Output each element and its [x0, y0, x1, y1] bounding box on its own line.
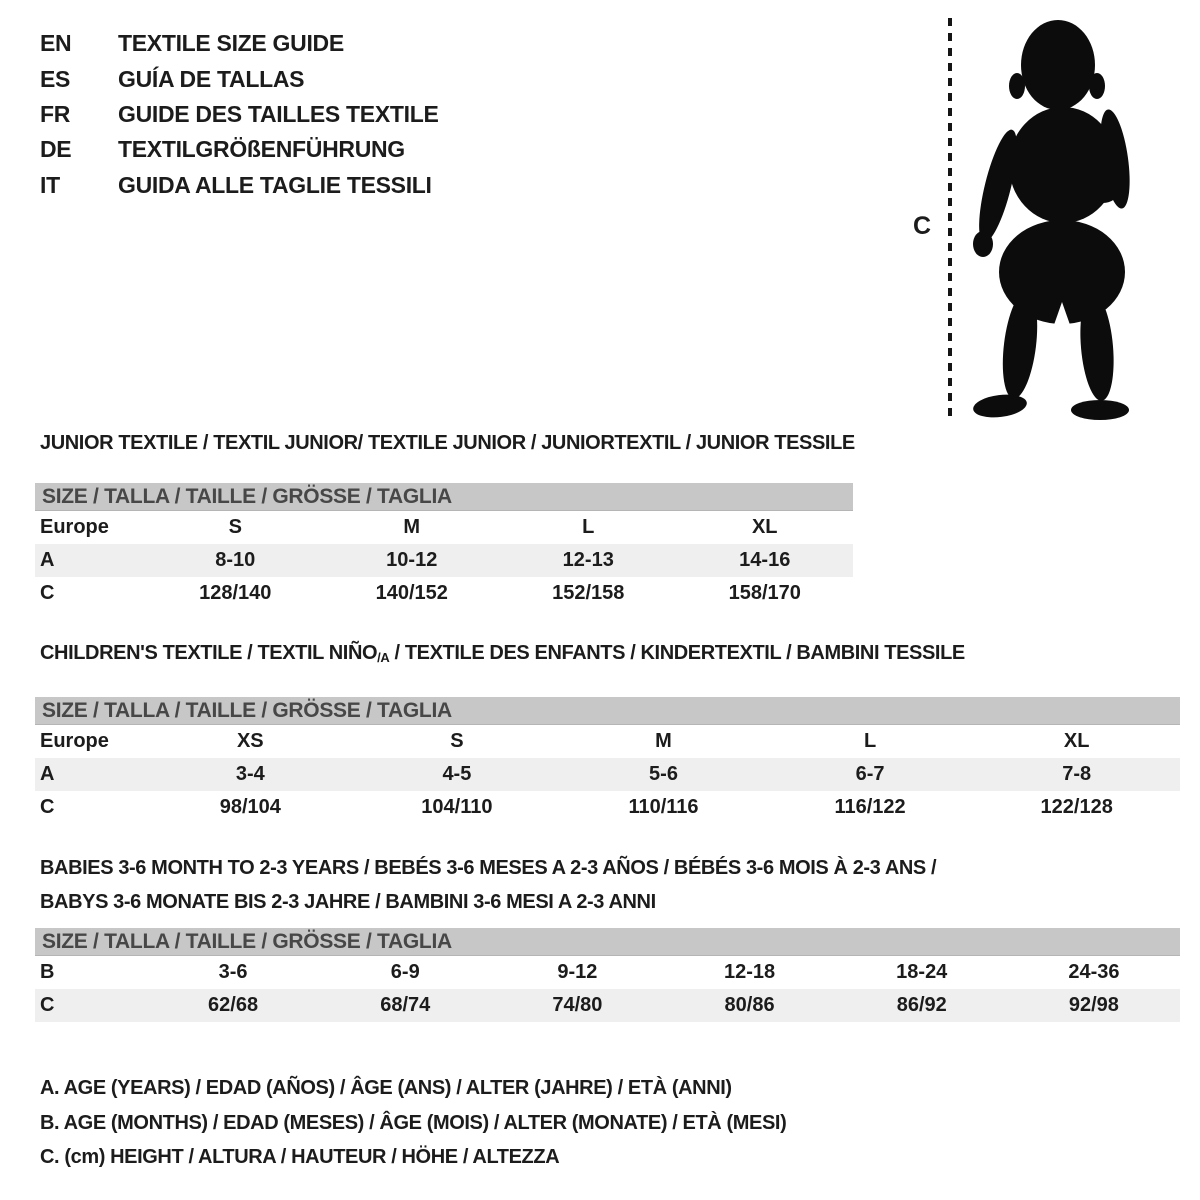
table-cell: 74/80	[552, 994, 603, 1016]
table-cell: 122/128	[1040, 796, 1113, 818]
legend-line-b: B. AGE (MONTHS) / EDAD (MESES) / ÂGE (MOIS) / ALTER (MONATE) / ETÀ (MESI)	[40, 1111, 787, 1134]
table-cell: 92/98	[1068, 994, 1119, 1016]
column-header: XL	[751, 516, 778, 538]
legend-line-c: C. (cm) HEIGHT / ALTURA / HAUTEUR / HÖHE / ALTEZZA	[40, 1146, 560, 1168]
title-rest: / TEXTILE DES ENFANTS / KINDERTEXTIL / BAMBINI TESSILE	[389, 642, 965, 664]
row-label: Europe	[40, 730, 109, 752]
title-main: CHILDREN'S TEXTILE / TEXTIL NIÑO	[40, 642, 378, 664]
measurement-legend	[40, 1071, 786, 1175]
children-row-age	[35, 758, 1180, 791]
page-title-es: GUÍA DE TALLAS	[118, 65, 305, 92]
height-measure-dashed-line	[948, 18, 952, 416]
babies-section-title-line2: BABYS 3-6 MONATE BIS 2-3 JAHRE / BAMBINI 3-6 MESI A 2-3 ANNI	[40, 891, 656, 913]
table-cell: 14-16	[739, 549, 791, 571]
junior-row-europe	[35, 511, 853, 544]
children-row-height	[35, 791, 1180, 824]
babies-row-months	[35, 956, 1180, 989]
height-measure-label: C	[913, 212, 932, 240]
table-cell: 62/68	[208, 994, 259, 1016]
language-row	[40, 168, 439, 203]
row-label: C	[40, 582, 55, 604]
children-section-title	[35, 642, 1180, 669]
column-header: L	[863, 730, 877, 752]
language-code: DE	[40, 136, 72, 163]
table-cell: 128/140	[199, 582, 272, 604]
table-cell: 158/170	[728, 582, 801, 604]
language-row	[40, 132, 439, 167]
table-cell: 116/122	[834, 796, 906, 818]
table-cell: 4-5	[442, 763, 472, 785]
page-title-it: GUIDA ALLE TAGLIE TESSILI	[118, 171, 432, 198]
title-subscript: /A	[377, 650, 390, 665]
page-title-fr: GUIDE DES TAILLES TEXTILE	[118, 100, 439, 127]
table-cell: 6-7	[855, 763, 885, 785]
junior-row-height	[35, 577, 853, 610]
table-cell: 8-10	[215, 549, 256, 571]
table-cell: 152/158	[552, 582, 625, 604]
row-label: Europe	[40, 516, 109, 538]
table-cell: 3-6	[218, 961, 248, 983]
junior-size-header-bar: SIZE / TALLA / TAILLE / GRÖSSE / TAGLIA	[35, 483, 853, 511]
table-cell: 7-8	[1062, 763, 1092, 785]
junior-textile-section	[35, 432, 853, 610]
table-cell: 6-9	[390, 961, 420, 983]
table-cell: 12-18	[724, 961, 776, 983]
table-cell: 104/110	[421, 796, 493, 818]
language-code: FR	[40, 100, 71, 127]
table-cell: 24-36	[1068, 961, 1120, 983]
children-row-europe	[35, 725, 1180, 758]
language-row	[40, 97, 439, 132]
row-label: C	[40, 796, 55, 818]
column-header: S	[228, 516, 242, 538]
language-row	[40, 26, 439, 61]
table-cell: 18-24	[896, 961, 948, 983]
language-row	[40, 61, 439, 96]
babies-textile-section	[35, 851, 1180, 1022]
junior-row-age	[35, 544, 853, 577]
babies-size-header-bar: SIZE / TALLA / TAILLE / GRÖSSE / TAGLIA	[35, 928, 1180, 956]
row-label: C	[40, 994, 55, 1016]
language-code: EN	[40, 30, 72, 57]
table-cell: 12-13	[562, 549, 614, 571]
table-cell: 5-6	[649, 763, 678, 785]
language-code: ES	[40, 65, 71, 92]
column-header: S	[450, 730, 464, 752]
babies-row-height	[35, 989, 1180, 1022]
table-cell: 3-4	[235, 763, 265, 785]
table-cell: 68/74	[380, 994, 431, 1016]
page-title: TEXTILE SIZE GUIDE	[118, 30, 344, 57]
table-cell: 9-12	[557, 961, 598, 983]
column-header: XS	[236, 730, 264, 752]
column-header: L	[582, 516, 595, 538]
table-cell: 86/92	[896, 994, 947, 1016]
children-textile-section	[35, 642, 1180, 824]
baby-toddler-silhouette-icon	[963, 14, 1141, 420]
babies-section-title-line1: BABIES 3-6 MONTH TO 2-3 YEARS / BEBÉS 3-6 MESES A 2-3 AÑOS / BÉBÉS 3-6 MOIS À 2-3 ANS /	[40, 857, 937, 879]
row-label: A	[40, 763, 55, 785]
legend-line-a: A. AGE (YEARS) / EDAD (AÑOS) / ÂGE (ANS) / ALTER (JAHRE) / ETÀ (ANNI)	[40, 1077, 732, 1099]
column-header: M	[403, 516, 421, 538]
row-label: B	[40, 961, 55, 983]
table-cell: 110/116	[628, 796, 699, 818]
table-cell: 80/86	[724, 994, 775, 1016]
column-header: XL	[1063, 730, 1090, 752]
page-title-de: TEXTILGRÖßENFÜHRUNG	[118, 136, 405, 163]
language-code: IT	[40, 171, 60, 198]
language-title-list	[40, 26, 439, 203]
row-label: A	[40, 549, 55, 571]
table-cell: 98/104	[219, 796, 281, 818]
junior-section-title: JUNIOR TEXTILE / TEXTIL JUNIOR/ TEXTILE JUNIOR / JUNIORTEXTIL / JUNIOR TESSILE	[40, 432, 855, 454]
table-cell: 10-12	[386, 549, 438, 571]
column-header: M	[655, 730, 672, 752]
table-cell: 140/152	[375, 582, 448, 604]
children-size-header-bar: SIZE / TALLA / TAILLE / GRÖSSE / TAGLIA	[35, 697, 1180, 725]
